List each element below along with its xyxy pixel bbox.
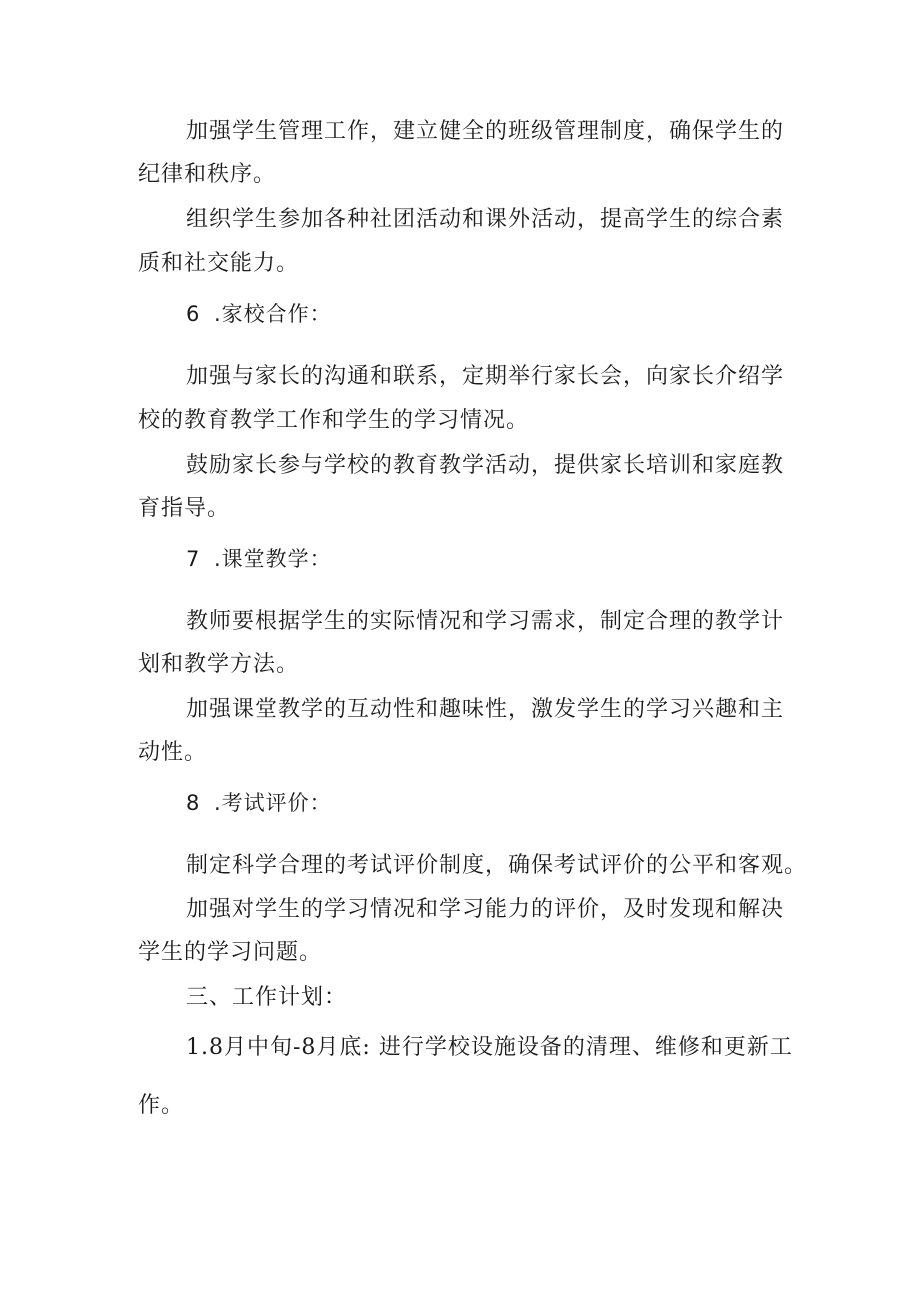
section-heading-7 [186,544,332,574]
paragraph-line: 划和教学方法。 [138,652,300,677]
paragraph-line: 制定科学合理的考试评价制度，确保考试评价的公平和客观。 [186,853,808,878]
paragraph-line: 组织学生参加各种社团活动和课外活动，提高学生的综合素 [186,207,785,232]
section-heading-8 [186,788,332,818]
section-title: .家校合作： [214,302,332,326]
section-number: 7 [186,547,201,571]
paragraph-line: 质和社交能力。 [138,251,300,276]
paragraph-line: 加强对学生的学习情况和学习能力的评价，及时发现和解决 [186,897,785,922]
paragraph-line: 纪律和秩序。 [138,162,277,187]
paragraph-line: 加强课堂教学的互动性和趣味性，激发学生的学习兴趣和主 [186,697,785,722]
paragraph-line: 校的教育教学工作和学生的学习情况。 [138,408,530,433]
section-number: 8 [186,791,201,815]
paragraph-line: 1.8月中旬-8月底: 进行学校设施设备的清理、维修和更新工 [186,1035,793,1060]
paragraph-line: 加强与家长的沟通和联系，定期举行家长会，向家长介绍学 [186,364,785,389]
section-title: .课堂教学： [214,547,332,571]
paragraph-line: 育指导。 [138,496,231,521]
section-number: 6 [186,302,201,326]
paragraph-line: 加强学生管理工作，建立健全的班级管理制度，确保学生的 [186,119,785,144]
section-heading-work-plan: 三、工作计划： [186,985,348,1010]
paragraph-line: 动性。 [138,740,208,765]
paragraph-line: 作。 [138,1093,185,1118]
paragraph-line: 学生的学习问题。 [138,940,323,965]
section-title: .考试评价： [214,791,332,815]
paragraph-line: 鼓励家长参与学校的教育教学活动，提供家长培训和家庭教 [186,453,785,478]
paragraph-line: 教师要根据学生的实际情况和学习需求，制定合理的教学计 [186,609,785,634]
section-heading-6 [186,299,332,329]
